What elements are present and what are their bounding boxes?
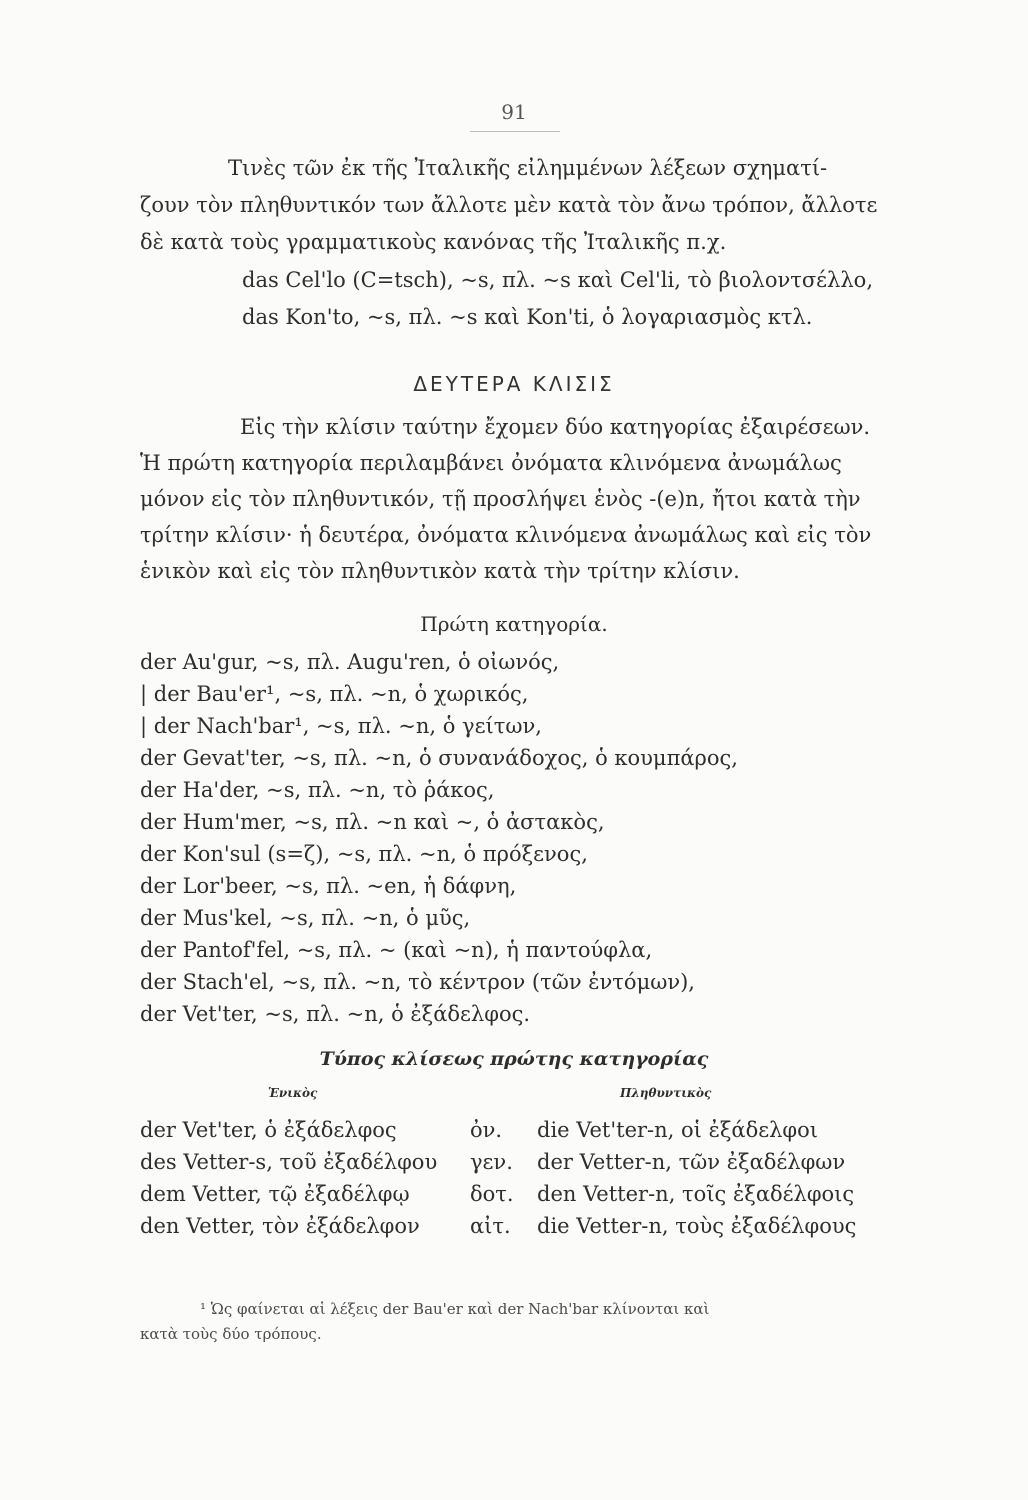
footnote-line: κατὰ τοὺς δύο τρόπους. [140, 1325, 322, 1343]
plural-form: die Vetter-n, τοὺς ἐξαδέλφους [537, 1214, 857, 1238]
section-line: μόνον εἰς τὸν πληθυντικόν, τῇ προσλήψει ἑνὸς -(e)n, ἤτοι κατὰ τὴν [140, 487, 861, 511]
section-line: ἑνικὸν καὶ εἰς τὸν πληθυντικὸν κατὰ τὴν τρίτην κλίσιν. [140, 559, 740, 583]
page-number: 91 [501, 100, 527, 124]
word-entry: | der Nach'bar¹, ~s, πλ. ~n, ὁ γείτων, [140, 714, 542, 738]
word-entry: der Ha'der, ~s, πλ. ~n, τὸ ῥάκος, [140, 778, 495, 802]
case-label: γεν. [470, 1150, 513, 1174]
example-line: das Kon'to, ~s, πλ. ~s καὶ Kon'ti, ὁ λογαριασμὸς κτλ. [242, 305, 813, 329]
singular-form: dem Vetter, τῷ ἐξαδέλφῳ [140, 1182, 410, 1206]
word-entry: der Stach'el, ~s, πλ. ~n, τὸ κέντρον (τῶν ἐντόμων), [140, 970, 695, 994]
word-entry: der Mus'kel, ~s, πλ. ~n, ὁ μῦς, [140, 906, 471, 930]
singular-form: der Vet'ter, ὁ ἐξάδελφος [140, 1118, 397, 1142]
plural-form: die Vet'ter-n, οἱ ἐξάδελφοι [537, 1118, 818, 1142]
word-entry: der Kon'sul (s=ζ), ~s, πλ. ~n, ὁ πρόξενος, [140, 842, 588, 866]
category-heading: Πρώτη κατηγορία. [420, 612, 608, 636]
plural-header: Πληθυντικὸς [620, 1086, 712, 1100]
singular-header: Ἑνικὸς [268, 1086, 318, 1100]
page-number-rule [470, 131, 560, 132]
intro-line: ζουν τὸν πληθυντικόν των ἄλλοτε μὲν κατὰ τὸν ἄνω τρόπον, ἄλλοτε [140, 193, 878, 217]
example-line: das Cel'lo (C=tsch), ~s, πλ. ~s καὶ Cel'li, τὸ βιολοντσέλλο, [242, 268, 873, 292]
word-entry: der Lor'beer, ~s, πλ. ~en, ἡ δάφνη, [140, 874, 517, 898]
section-heading: ΔΕΥΤΕΡΑ ΚΛΙΣΙΣ [413, 372, 615, 396]
plural-form: den Vetter-n, τοῖς ἐξαδέλφοις [537, 1182, 855, 1206]
word-entry: der Vet'ter, ~s, πλ. ~n, ὁ ἐξάδελφος. [140, 1002, 531, 1026]
case-label: αἰτ. [470, 1214, 511, 1238]
singular-form: des Vetter-s, τοῦ ἐξαδέλφου [140, 1150, 438, 1174]
footnote-line: ¹ Ὡς φαίνεται αἱ λέξεις der Bau'er καὶ der Nach'bar κλίνονται καὶ [200, 1300, 710, 1318]
section-line: Ἡ πρώτη κατηγορία περιλαμβάνει ὀνόματα κλινόμενα ἀνωμάλως [140, 451, 842, 475]
word-entry: der Hum'mer, ~s, πλ. ~n καὶ ~, ὁ ἀστακὸς, [140, 810, 605, 834]
intro-line: Τινὲς τῶν ἐκ τῆς Ἰταλικῆς εἰλημμένων λέξεων σχηματί- [228, 156, 828, 180]
declension-title: Τύπος κλίσεως πρώτης κατηγορίας [319, 1048, 709, 1070]
word-entry: der Gevat'ter, ~s, πλ. ~n, ὁ συνανάδοχος, ὁ κουμπάρος, [140, 746, 738, 770]
intro-line: δὲ κατὰ τοὺς γραμματικοὺς κανόνας τῆς Ἰταλικῆς π.χ. [140, 230, 727, 254]
section-line: τρίτην κλίσιν· ἡ δευτέρα, ὀνόματα κλινόμενα ἀνωμάλως καὶ εἰς τὸν [140, 523, 872, 547]
word-entry: | der Bau'er¹, ~s, πλ. ~n, ὁ χωρικός, [140, 682, 529, 706]
word-entry: der Au'gur, ~s, πλ. Augu'ren, ὁ οἰωνός, [140, 650, 560, 674]
case-label: ὀν. [470, 1118, 503, 1142]
plural-form: der Vetter-n, τῶν ἐξαδέλφων [537, 1150, 846, 1174]
word-entry: der Pantof'fel, ~s, πλ. ~ (καὶ ~n), ἡ παντούφλα, [140, 938, 653, 962]
section-line: Εἰς τὴν κλίσιν ταύτην ἔχομεν δύο κατηγορίας ἐξαιρέσεων. [240, 415, 871, 439]
case-label: δοτ. [470, 1182, 514, 1206]
singular-form: den Vetter, τὸν ἐξάδελφον [140, 1214, 420, 1238]
